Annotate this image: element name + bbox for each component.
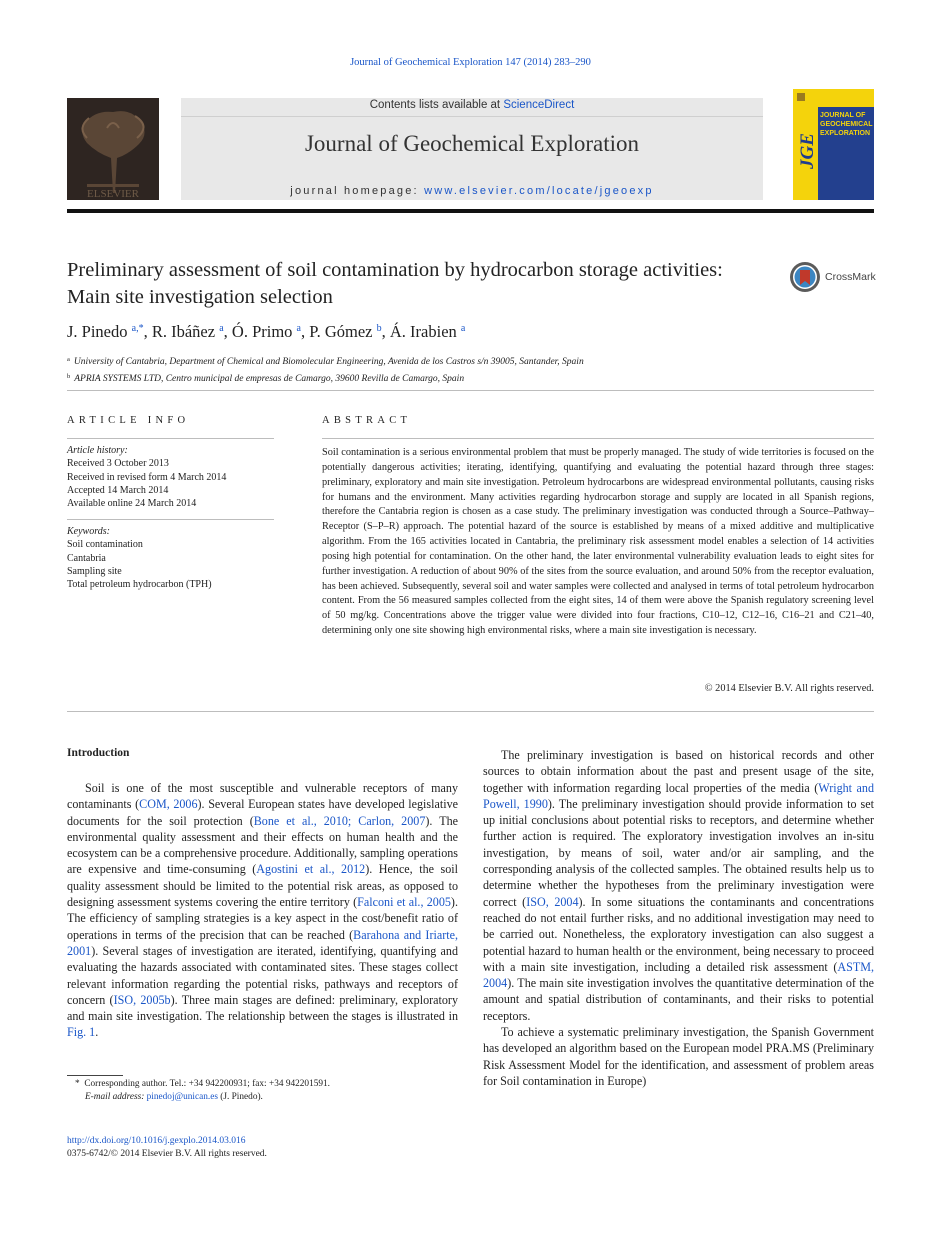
author-list (67, 322, 465, 342)
crossmark-icon (789, 261, 821, 293)
journal-masthead (181, 98, 763, 200)
abstract-text: Soil contamination is a serious environmental problem that must be properly managed. The study of wide territories is focused on the potentially dangerous activities; iterating, identifying, quantifying and evaluating the potential hazard through three stages: preliminary, exploratory and main site investigation. Petroleum hydrocarbons are widespread environmental pollutants, causing risks for humans and the environment. Many activities regarding hydrocarbon storage and supply are located in all Spanish regions, therefore the Cantabria region is chosen as a case study. The preliminary investigation was conducted through a Source–Pathway–Receptor (S–P–R) approach. The potential hazard of the source is established by means of a mixed additive and multiplicative algorithm. From the 165 activities located in Cantabria, the preliminary risk assessment model enables a selection of 14 activities posing high potential for contamination. On the other hand, the later environmental vulnerability evaluation leads to eight sites for further investigation. A reduction of about 90% of the sites from the source evaluation, and around 50% from the receptor evaluation, has been achieved. Subsequently, several soil and water samples were collected and analysed in terms of total petroleum hydrocarbon content. From the 56 measured samples collected from the eight sites, 14 of them were above the Spanish regulatory screening level of 50 mg/kg. Concentrations above the trigger value were divided into four fractions, C10–12, C12–16, C16–21 and C21–40, determining only one site showing high environmental risks, where a main site investigation is necessary. (322, 447, 874, 637)
email-link[interactable]: pinedoj@unican.es (146, 1092, 218, 1103)
history-label: Article history: (67, 445, 128, 456)
citation-link[interactable]: Wright and Powell, 1990 (483, 780, 874, 811)
citation-link[interactable]: ISO, 2005b (113, 992, 171, 1007)
contents-prefix: Contents lists available at (369, 99, 504, 111)
author-name: R. Ibáñez (151, 322, 216, 341)
author-separator: , (381, 322, 390, 341)
author-separator: , (143, 322, 152, 341)
citation-link[interactable]: ISO, 2004 (526, 894, 579, 909)
citation-link[interactable]: Fig. 1 (67, 1025, 96, 1040)
affiliation (67, 353, 584, 370)
history-item: Received 3 October 2013 (67, 458, 169, 470)
paragraph: The preliminary investigation is based on historical records and other sources to obtain information about the past and present usage of the site, together with information regarding local properties of the media (Wright and Powell, 1990). The preliminary investigation should provide information to set up initial conclusions about potential risks to receptors, and determine whether further action is required. The exploratory investigation involves an in-situ investigation, by means of soil, water and/or air sampling, and the corresponding analysis of the collected samples. The obtained results help us to determine whether the hypotheses from the preliminary investigation were correct (ISO, 2004). In some situations the contaminants and concentrations reached do not entail further risks, and no additional investigation may need to be carried out. Nonetheless, the exploratory investigation can also suggest a potential hazard to human health or the environment, being necessary to proceed with a main site investigation, including a detailed risk assessment (ASTM, 2004). The main site investigation involves the quantitative determination of the amount and spatial distribution of contaminants, and their risks to potential receptors. (483, 748, 874, 1023)
sciencedirect-link[interactable]: ScienceDirect (503, 99, 575, 111)
doi-link[interactable]: http://dx.doi.org/10.1016/j.gexplo.2014.03.016 (67, 1136, 246, 1146)
affiliation-mark: b (67, 372, 71, 380)
introduction-heading: Introduction (67, 747, 130, 759)
header-rule (67, 209, 874, 213)
author-affiliation-mark[interactable]: a,* (131, 323, 144, 334)
history-item: Received in revised form 4 March 2014 (67, 471, 227, 483)
abstract-heading: ABSTRACT (322, 415, 412, 426)
author-affiliation-mark[interactable]: a (460, 323, 466, 334)
doi-block (67, 1135, 267, 1162)
journal-name: Journal of Geochemical Exploration (304, 131, 640, 156)
affiliations (67, 353, 584, 386)
author[interactable] (309, 322, 381, 341)
abstract-bottom-rule (67, 711, 874, 712)
cover-letters: JGE (797, 133, 818, 169)
corresponding-author-note (67, 1078, 458, 1091)
corresponding-author-text: Corresponding author. Tel.: +34 942200931; fax: +34 942201591. (84, 1079, 330, 1089)
citation-link[interactable]: Bone et al., 2010; Carlon, 2007 (253, 813, 426, 828)
author-separator: , (223, 322, 232, 341)
affiliation-mark: a (67, 356, 70, 363)
cover-publisher-mark (797, 93, 805, 101)
homepage-prefix: journal homepage: (290, 185, 425, 197)
citation-link[interactable]: Falconi et al., 2005 (357, 895, 451, 910)
citation-link[interactable]: COM, 2006 (139, 797, 198, 812)
affiliation-text: APRIA SYSTEMS LTD, Centro municipal de empresas de Camargo, 39600 Revilla de Camargo, Spain (74, 373, 465, 384)
email-note (67, 1091, 458, 1104)
article-info-heading: ARTICLE INFO (67, 415, 190, 426)
left-column (67, 780, 458, 1041)
author[interactable] (152, 322, 224, 341)
keywords (67, 525, 274, 591)
keyword: Cantabria (67, 552, 106, 564)
author[interactable] (390, 322, 465, 341)
affiliations-rule (67, 390, 874, 391)
crossmark-label: CrossMark (825, 271, 876, 283)
affiliation (67, 370, 584, 387)
journal-reference[interactable]: Journal of Geochemical Exploration 147 (2014) 283–290 (350, 57, 591, 68)
article-history (67, 444, 274, 510)
author-affiliation-mark[interactable]: a (296, 323, 301, 334)
keyword: Sampling site (67, 565, 122, 577)
article-title: Preliminary assessment of soil contamination by hydrocarbon storage activities: Main site investigation selection (67, 259, 723, 308)
email-label: E-mail address: (85, 1092, 147, 1103)
contents-line (181, 99, 763, 111)
history-item: Accepted 14 March 2014 (67, 484, 169, 496)
footnote-mark: * (75, 1079, 80, 1089)
cover-title: JOURNAL OF GEOCHEMICAL EXPLORATION (820, 112, 873, 137)
issn-line: 0375-6742/© 2014 Elsevier B.V. All rights reserved. (67, 1149, 267, 1160)
abstract-copyright: © 2014 Elsevier B.V. All rights reserved. (704, 683, 874, 694)
paragraph: To achieve a systematic preliminary investigation, the Spanish Government has developed an algorithm based on the European model PRA.MS (Preliminary Risk Assessment Model for the identification, and assessment of problem areas for Soil contamination in Europe) (483, 1025, 874, 1088)
citation-link[interactable]: Barahona and Iriarte, 2001 (67, 927, 458, 958)
keywords-rule (67, 519, 274, 520)
citation-link[interactable]: Agostini et al., 2012 (256, 862, 366, 877)
email-suffix: (J. Pinedo). (217, 1092, 263, 1103)
crossmark-badge[interactable] (789, 261, 876, 293)
author[interactable] (67, 322, 144, 341)
author-separator: , (301, 322, 310, 341)
footnote (67, 1078, 458, 1105)
homepage-link[interactable]: www.elsevier.com/locate/jgeoexp (424, 185, 654, 197)
keyword: Total petroleum hydrocarbon (TPH) (67, 579, 212, 591)
affiliation-text: University of Cantabria, Department of Chemical and Biomolecular Engineering, Avenida de los Castros s/n 39005, Santander, Spain (73, 357, 584, 367)
masthead-divider (181, 116, 763, 117)
history-item: Available online 24 March 2014 (67, 498, 197, 510)
keyword: Soil contamination (67, 539, 143, 551)
journal-cover (793, 89, 874, 200)
author-name: Á. Irabien (389, 322, 457, 341)
paragraph: Soil is one of the most susceptible and vulnerable receptors of many contaminants (COM, 2006). Several European states have developed legislative documents for the soil protection (Bone et al., 2010; Carlon, 2007). The environmental quality assessment and their effects on human health and the ecosystem can be a comprehensive procedure. Additionally, sampling operations are expensive and time-consuming (Agostini et al., 2012). Hence, the soil quality assessment should be limited to the potential risk areas, as opposed to designing assessment systems covering the entire territory (Falconi et al., 2005). The efficiency of sampling strategies is a key aspect in the cost/benefit ratio of operations in terms of the precision that can be reached (Barahona and Iriarte, 2001). Several stages of investigation are iterated, identifying, quantifying and evaluating the hazards associated with contaminated sites. These stages collect relevant information regarding the potential risks, pathways and receptors of concern (ISO, 2005b). Three main stages are defined: preliminary, exploratory and main site investigation. The relationship between the stages is illustrated in Fig. 1. (67, 781, 458, 1040)
author-affiliation-mark[interactable]: b (376, 323, 382, 334)
author[interactable] (232, 322, 301, 341)
elsevier-tree-icon (67, 98, 159, 200)
citation-link[interactable]: ASTM, 2004 (483, 959, 874, 991)
journal-homepage (181, 185, 763, 197)
footnote-rule (67, 1075, 123, 1076)
elsevier-wordmark: ELSEVIER (87, 188, 139, 200)
author-name: J. Pinedo (67, 322, 128, 341)
article-info-rule (67, 438, 274, 439)
right-column (483, 747, 874, 1089)
elsevier-logo (67, 98, 159, 200)
author-affiliation-mark[interactable]: a (219, 323, 224, 334)
author-name: P. Gómez (309, 322, 373, 341)
keywords-label: Keywords: (67, 526, 110, 537)
abstract-rule (322, 438, 874, 439)
author-name: Ó. Primo (231, 322, 293, 341)
